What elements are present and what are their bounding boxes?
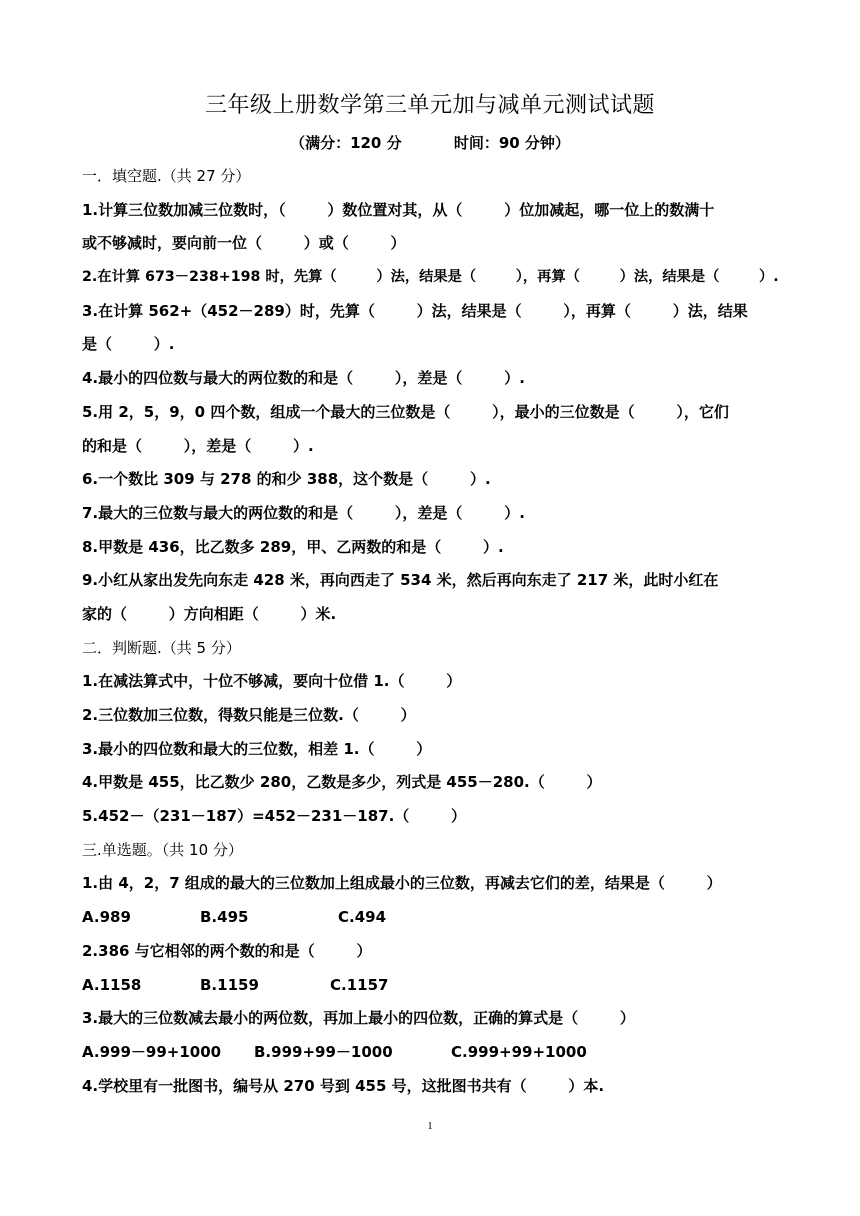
option-b: B.999+99－1000 xyxy=(254,1042,393,1061)
option-b: B.495 xyxy=(200,908,249,927)
question-line: 4.学校里有一批图书，编号从 270 号到 455 号，这批图书共有（ ）本. xyxy=(82,1076,605,1095)
option-row xyxy=(82,901,782,935)
page-number: 1 xyxy=(427,1120,433,1132)
section-heading-fill-blank: 一．填空题.（共 27 分） xyxy=(82,167,251,185)
question-line: 2.在计算 673－238+198 时，先算（ ）法，结果是（ ），再算（ ）法，结果是（ ）. xyxy=(82,269,779,286)
question-line: 家的（ ）方向相距（ ）米. xyxy=(82,604,337,623)
section-heading-multiple-choice: 三.单选题。（共 10 分） xyxy=(82,840,243,859)
question-line: 3.最大的三位数减去最小的两位数，再加上最小的四位数，正确的算式是（ ） xyxy=(82,1009,635,1028)
question-line: 8.甲数是 436，比乙数多 289，甲、乙两数的和是（ ）. xyxy=(82,537,504,556)
question-line: 的和是（ ），差是（ ）. xyxy=(82,436,314,455)
question-line: 5.452－（231－187）=452－231－187.（ ） xyxy=(82,807,467,826)
question-line: 是（ ）. xyxy=(82,335,175,354)
question-line: 1.由 4，2，7 组成的最大的三位数加上组成最小的三位数，再减去它们的差，结果是（ ） xyxy=(82,874,722,893)
question-line: 2.三位数加三位数，得数只能是三位数.（ ） xyxy=(82,706,416,724)
question-line: 3.在计算 562+（452－289）时，先算（ ）法，结果是（ ），再算（ ）法，结果 xyxy=(82,301,748,320)
option-a: A.999－99+1000 xyxy=(82,1042,222,1061)
option-b: B.1159 xyxy=(200,975,259,994)
question-line: 4.甲数是 455，比乙数少 280，乙数是多少，列式是 455－280.（ ） xyxy=(82,773,602,792)
question-line: 1.计算三位数加减三位数时，（ ）数位置对其，从（ ）位加减起，哪一位上的数满十 xyxy=(82,200,715,219)
exam-content xyxy=(82,160,782,1103)
exam-info: （满分：120 分 时间：90 分钟） xyxy=(290,134,570,152)
question-line: 或不够减时，要向前一位（ ）或（ ） xyxy=(82,234,406,253)
option-a: A.989 xyxy=(82,908,131,927)
question-line: 4.最小的四位数与最大的两位数的和是（ ），差是（ ）. xyxy=(82,369,525,388)
question-line: 7.最大的三位数与最大的两位数的和是（ ），差是（ ）. xyxy=(82,503,525,522)
option-row xyxy=(82,969,782,1003)
question-line: 9.小红从家出发先向东走 428 米，再向西走了 534 米，然后再向东走了 217 米，此时小红在 xyxy=(82,571,719,590)
option-c: C.494 xyxy=(338,908,387,927)
option-row xyxy=(82,1036,782,1070)
page-title: 三年级上册数学第三单元加与减单元测试试题 xyxy=(204,93,655,118)
question-line: 3.最小的四位数和最大的三位数，相差 1.（ ） xyxy=(82,739,432,758)
option-c: C.1157 xyxy=(330,975,389,994)
question-line: 5.用 2，5，9，0 四个数，组成一个最大的三位数是（ ），最小的三位数是（ ），它们 xyxy=(82,402,729,421)
option-a: A.1158 xyxy=(82,975,142,994)
option-c: C.999+99+1000 xyxy=(451,1042,587,1061)
question-line: 6.一个数比 309 与 278 的和少 388，这个数是（ ）. xyxy=(82,470,491,489)
question-line: 1.在减法算式中，十位不够减，要向十位借 1.（ ） xyxy=(82,672,462,691)
section-heading-true-false: 二．判断题.（共 5 分） xyxy=(82,638,241,657)
question-line: 2.386 与它相邻的两个数的和是（ ） xyxy=(82,941,372,960)
